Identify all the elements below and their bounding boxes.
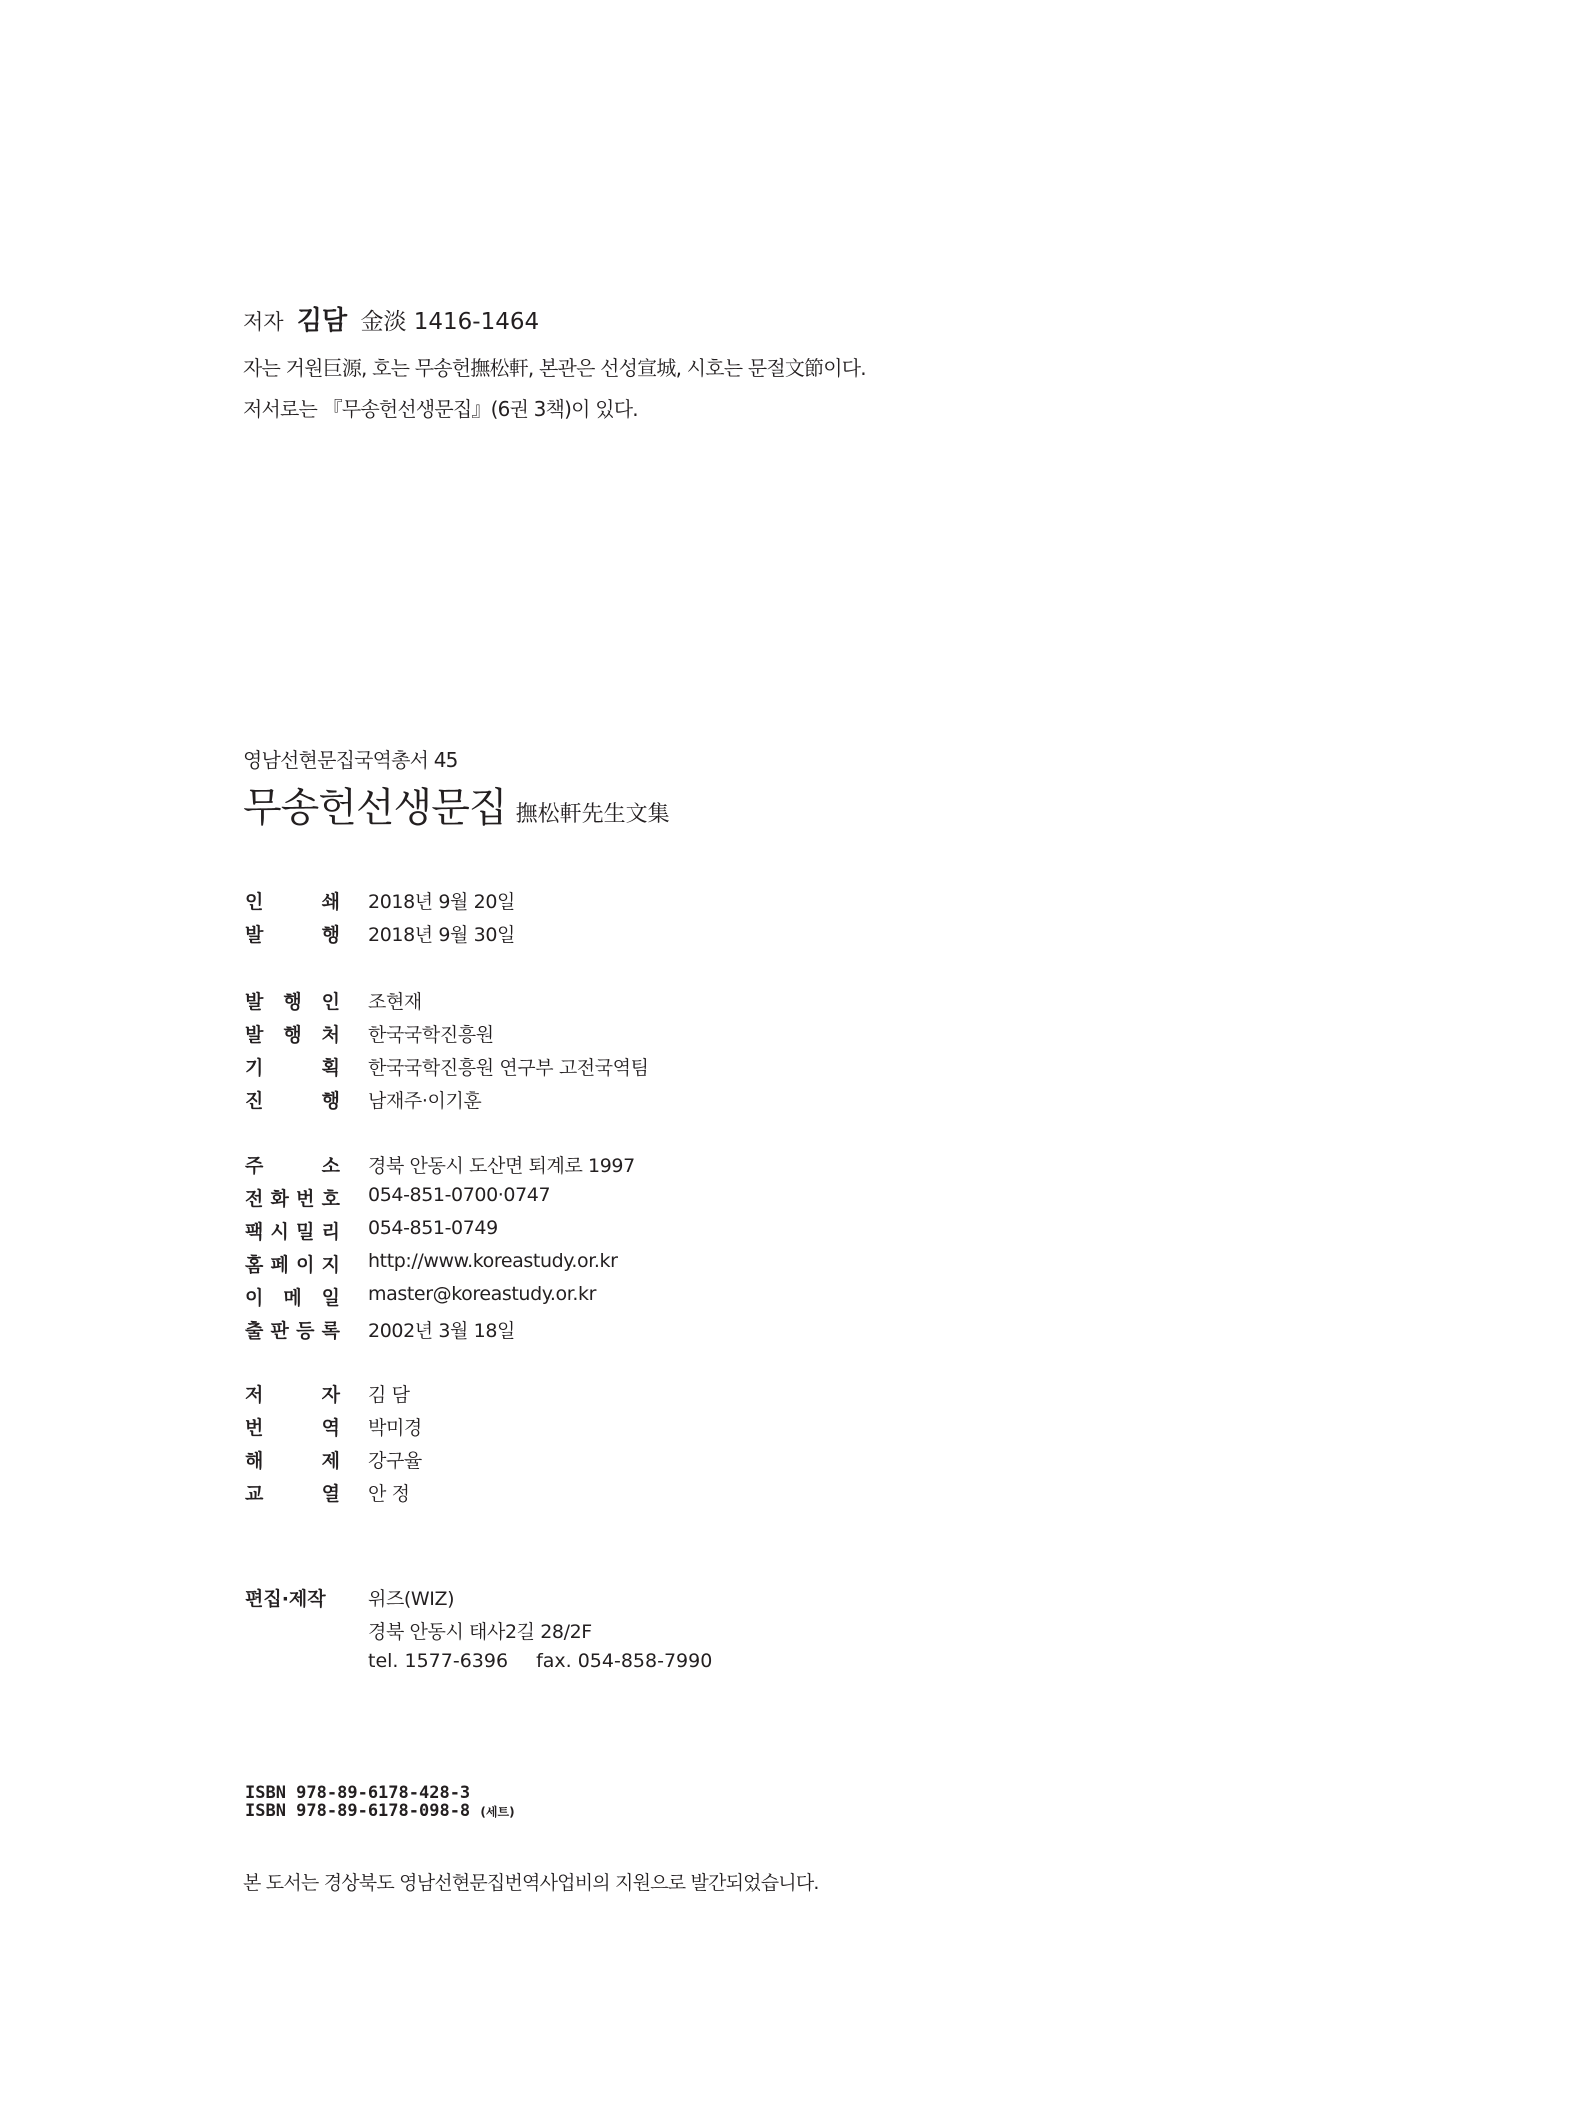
colophon-key-char: 해	[245, 1450, 264, 1472]
author-line	[243, 300, 539, 337]
colophon-value: 한국국학진흥원 연구부 고전국역팀	[368, 1057, 649, 1079]
colophon-key-char: 지	[321, 1254, 340, 1276]
colophon-key-char: 출	[245, 1320, 264, 1342]
colophon-key-char: 화	[270, 1188, 289, 1210]
colophon-key-char: 쇄	[321, 891, 340, 913]
colophon-key-char: 인	[245, 891, 264, 913]
colophon-key-char: 획	[321, 1057, 340, 1079]
colophon-key-char: 역	[321, 1417, 340, 1439]
colophon-key-char: 발	[245, 991, 264, 1013]
isbn-set-number: ISBN 978-89-6178-098-8	[245, 1801, 471, 1821]
colophon-key-char: 소	[321, 1155, 340, 1177]
colophon-key-char: 등	[296, 1320, 315, 1342]
colophon-key-char: 이	[245, 1287, 264, 1309]
colophon-key-char: 록	[321, 1320, 340, 1342]
colophon-key-char: 진	[245, 1090, 264, 1112]
colophon-key-char: 홈	[245, 1254, 264, 1276]
isbn-set-label: (세트)	[480, 1805, 515, 1819]
colophon-key-char: 일	[321, 1287, 340, 1309]
colophon-key-char: 이	[296, 1254, 315, 1276]
colophon-key-char: 행	[283, 1024, 302, 1046]
colophon-key-char: 호	[321, 1188, 340, 1210]
author-bio-line-2: 저서로는 『무송헌선생문집』(6권 3책)이 있다.	[243, 397, 638, 421]
author-hanja-dates: 金淡 1416-1464	[360, 309, 540, 335]
colophon-key	[245, 920, 340, 947]
colophon-key	[245, 1283, 340, 1310]
colophon-key	[245, 1479, 340, 1506]
colophon-key-char: 주	[245, 1155, 264, 1177]
colophon-key	[245, 1446, 340, 1473]
colophon-key-char: 판	[270, 1320, 289, 1342]
book-title-korean: 무송헌선생문집	[243, 785, 507, 831]
colophon-value: 054-851-0700·0747	[368, 1184, 551, 1206]
production-company: 위즈(WIZ)	[368, 1588, 455, 1610]
colophon-key-char: 팩	[245, 1221, 264, 1243]
colophon-value: 2018년 9월 30일	[368, 924, 515, 946]
colophon-key-char: 밀	[296, 1221, 315, 1243]
colophon-value: http://www.koreastudy.or.kr	[368, 1250, 618, 1272]
isbn-line-1: ISBN 978-89-6178-428-3	[245, 1783, 471, 1803]
colophon-value: 남재주·이기훈	[368, 1090, 482, 1112]
colophon-key-char: 교	[245, 1483, 264, 1505]
production-label: 편집·제작	[245, 1588, 326, 1610]
book-title-hanja: 撫松軒先生文集	[515, 802, 670, 827]
series-title: 영남선현문집국역총서 45	[243, 748, 458, 772]
colophon-key-char: 전	[245, 1188, 264, 1210]
colophon-key-char: 발	[245, 924, 264, 946]
author-bio-line-1: 자는 거원巨源, 호는 무송헌撫松軒, 본관은 선성宣城, 시호는 문절文節이다.	[243, 356, 866, 380]
colophon-key-char: 인	[321, 991, 340, 1013]
colophon-key	[245, 1413, 340, 1440]
colophon-key-char: 열	[321, 1483, 340, 1505]
production-tel: tel. 1577-6396	[368, 1650, 509, 1672]
colophon-key	[245, 1020, 340, 1047]
colophon-value: 054-851-0749	[368, 1217, 498, 1239]
colophon-key-char: 리	[321, 1221, 340, 1243]
colophon-value: 한국국학진흥원	[368, 1024, 494, 1046]
colophon-key	[245, 1380, 340, 1407]
colophon-value: 2002년 3월 18일	[368, 1320, 515, 1342]
production-fax: fax. 054-858-7990	[536, 1650, 713, 1672]
colophon-value: master@koreastudy.or.kr	[368, 1283, 597, 1305]
colophon-value: 박미경	[368, 1417, 422, 1439]
colophon-key	[245, 1217, 340, 1244]
colophon-key	[245, 1053, 340, 1080]
colophon-key	[245, 1086, 340, 1113]
colophon-key-char: 행	[321, 924, 340, 946]
colophon-key-char: 처	[321, 1024, 340, 1046]
colophon-key	[245, 887, 340, 914]
colophon-key	[245, 1316, 340, 1343]
colophon-key-char: 행	[283, 991, 302, 1013]
colophon-key-char: 제	[321, 1450, 340, 1472]
colophon-key-char: 저	[245, 1384, 264, 1406]
production-address: 경북 안동시 태사2길 28/2F	[368, 1621, 592, 1643]
colophon-key	[245, 1184, 340, 1211]
production-phone-fax	[368, 1650, 712, 1672]
colophon-value: 조현재	[368, 991, 422, 1013]
colophon-value: 김 담	[368, 1384, 410, 1406]
colophon-value: 강구율	[368, 1450, 422, 1472]
colophon-key-char: 번	[245, 1417, 264, 1439]
colophon-key-char: 자	[321, 1384, 340, 1406]
colophon-key	[245, 987, 340, 1014]
book-title	[243, 776, 670, 833]
author-label: 저자	[243, 310, 284, 334]
colophon-key	[245, 1250, 340, 1277]
author-name: 김담	[296, 306, 348, 336]
colophon-value: 안 정	[368, 1483, 410, 1505]
support-note: 본 도서는 경상북도 영남선현문집번역사업비의 지원으로 발간되었습니다.	[243, 1872, 819, 1894]
colophon-key-char: 메	[283, 1287, 302, 1309]
colophon-key-char: 기	[245, 1057, 264, 1079]
isbn-line-2	[245, 1802, 515, 1821]
colophon-key-char: 발	[245, 1024, 264, 1046]
colophon-key-char: 행	[321, 1090, 340, 1112]
colophon-key-char: 시	[270, 1221, 289, 1243]
colophon-key-char: 페	[270, 1254, 289, 1276]
colophon-value: 2018년 9월 20일	[368, 891, 515, 913]
colophon-value: 경북 안동시 도산면 퇴계로 1997	[368, 1155, 635, 1177]
colophon-key-char: 번	[296, 1188, 315, 1210]
colophon-key	[245, 1151, 340, 1178]
